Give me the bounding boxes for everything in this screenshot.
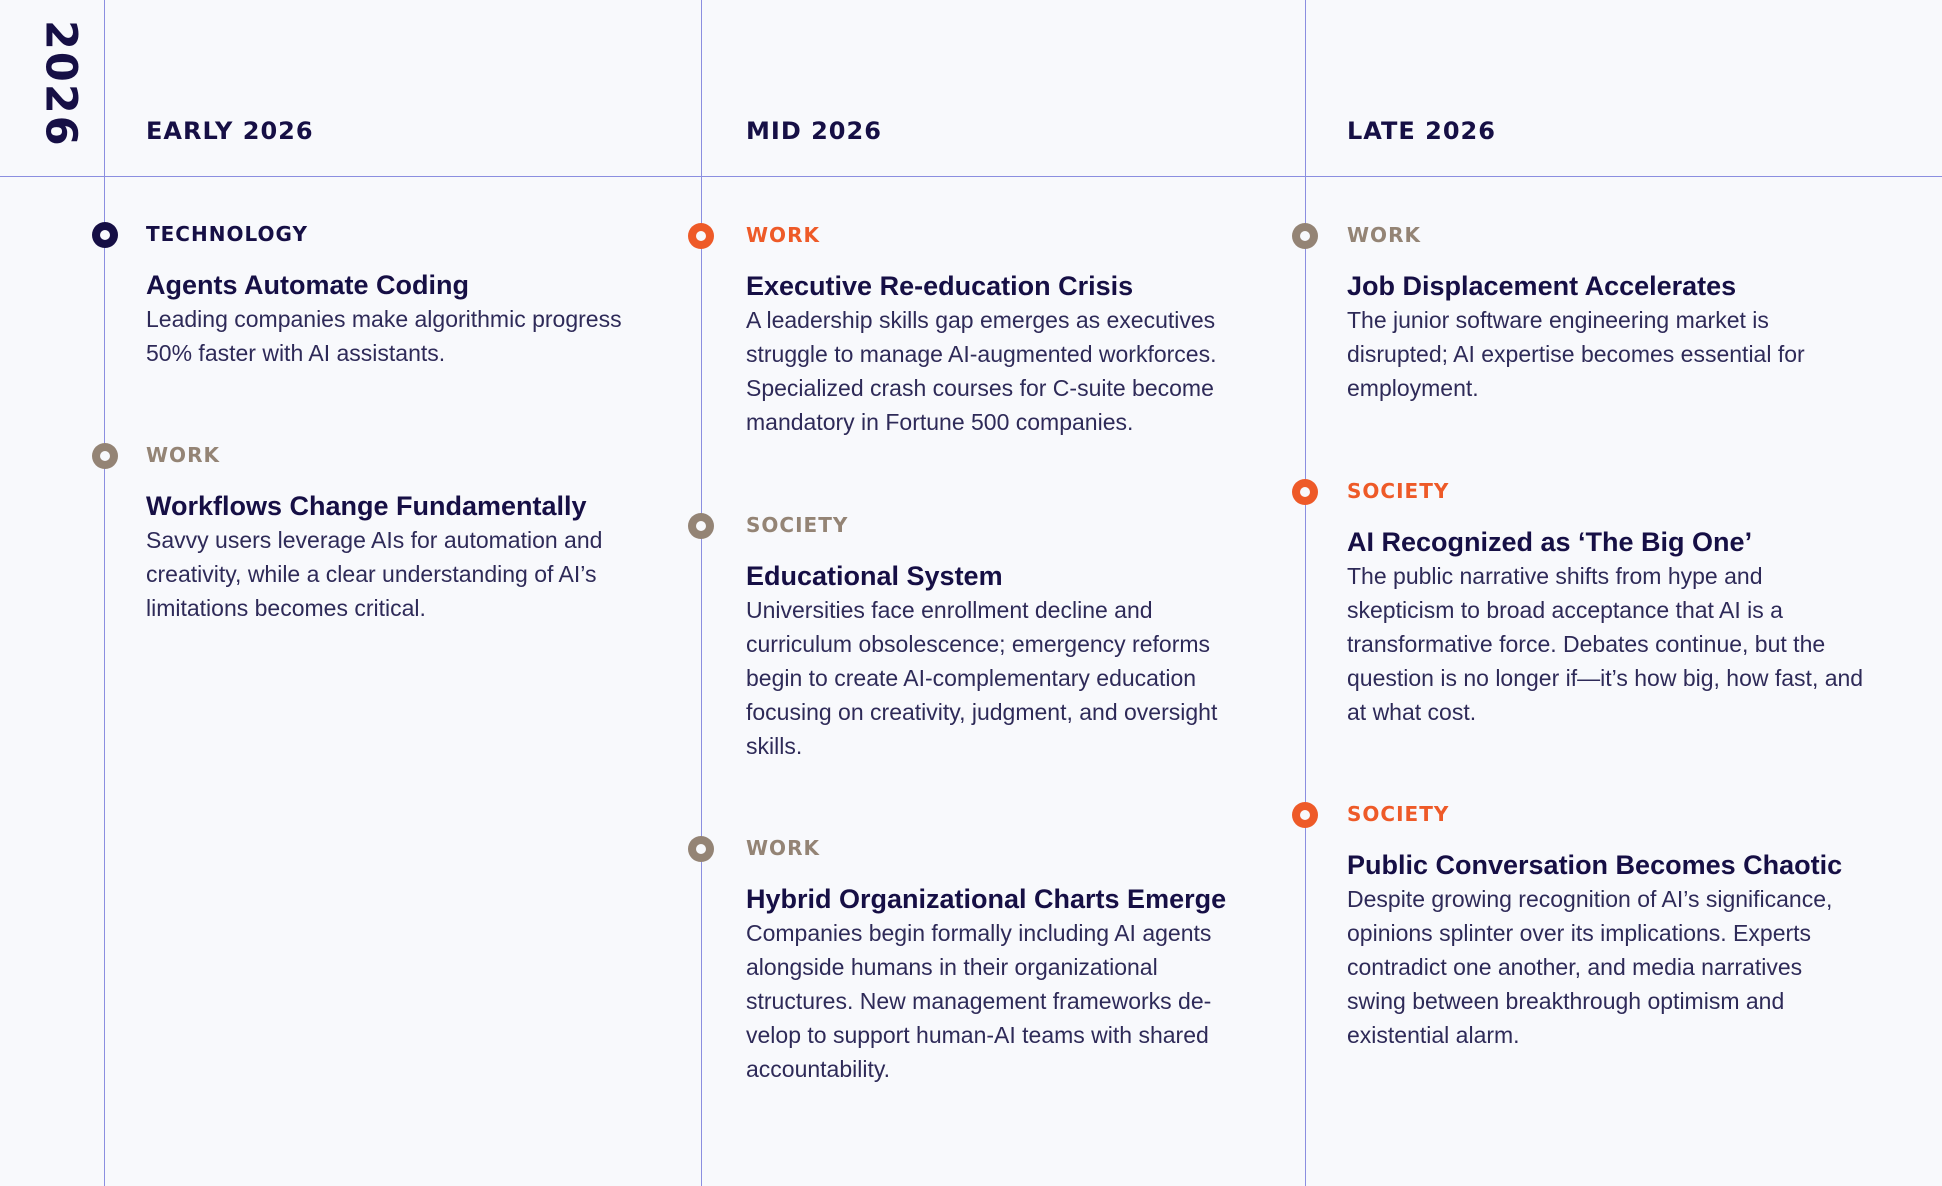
- timeline-marker-icon: [92, 222, 118, 248]
- timeline-marker-icon: [92, 443, 118, 469]
- event-title: Workflows Change Fundamentally: [146, 491, 587, 521]
- event-description: The public narrative shifts from hype and skepticism to broad acceptance that AI is a transformative force. Debates continue, but the question is no longer if—it’s how big, how fast, and at what cost.: [1347, 563, 1864, 725]
- event-title: Hybrid Organizational Charts Emerge: [746, 884, 1227, 914]
- event-category: WORK: [746, 836, 820, 860]
- event-description: Savvy users leverage AIs for automation and creativity, while a clear understanding of AI’s limitations becomes critical.: [146, 527, 603, 621]
- timeline-event: [1347, 479, 1867, 729]
- timeline-marker-icon: [1292, 802, 1318, 828]
- timeline-event: [1347, 223, 1867, 405]
- event-description: The junior software engineering market is disrupted; AI expertise becomes essential for employment.: [1347, 307, 1805, 401]
- timeline-marker-icon: [688, 513, 714, 539]
- timeline-marker-icon: [688, 836, 714, 862]
- year-label: [28, 20, 92, 160]
- event-description: Universities face enrollment decline and curriculum obsolescence; emergency reforms begin to create AI-complementary education focusing on creativity, judgment, and oversight skills.: [746, 597, 1218, 759]
- timeline-event: [1347, 802, 1867, 1052]
- event-title: Agents Automate Coding: [146, 270, 469, 300]
- event-category: SOCIETY: [1347, 802, 1450, 826]
- event-category: SOCIETY: [1347, 479, 1450, 503]
- event-description: A leadership skills gap emerges as executives struggle to manage AI-augmented workforces. Specialized crash courses for C-suite become mandatory in Fortune 500 companies.: [746, 307, 1217, 435]
- timeline-event: [146, 443, 666, 625]
- event-description: Companies begin formally including AI agents alongside humans in their organizational structures. New management frameworks develop to support human-AI teams with shared accountability.: [746, 920, 1212, 1082]
- timeline-line-late: [1305, 0, 1306, 1186]
- timeline-event: [746, 513, 1256, 763]
- event-title: Job Displacement Accelerates: [1347, 271, 1737, 301]
- period-heading-mid: MID 2026: [746, 117, 882, 145]
- event-title: Public Conversation Becomes Chaotic: [1347, 850, 1843, 880]
- event-category: SOCIETY: [746, 513, 849, 537]
- timeline-event: [746, 836, 1256, 1086]
- event-title: Educational System: [746, 561, 1003, 591]
- timeline-line-mid: [701, 0, 702, 1186]
- timeline-marker-icon: [688, 223, 714, 249]
- event-title: AI Recognized as ‘The Big One’: [1347, 527, 1753, 557]
- header-divider: [0, 176, 1942, 177]
- period-heading-early: EARLY 2026: [146, 117, 314, 145]
- year-label-text: 2026: [35, 20, 86, 148]
- timeline-line-early: [104, 0, 105, 1186]
- event-title: Executive Re-education Crisis: [746, 271, 1134, 301]
- period-heading-late: LATE 2026: [1347, 117, 1496, 145]
- timeline-event: [146, 222, 666, 370]
- event-category: WORK: [146, 443, 220, 467]
- event-category: WORK: [1347, 223, 1421, 247]
- timeline-marker-icon: [1292, 479, 1318, 505]
- event-description: Despite growing recognition of AI’s significance, opinions splinter over its implications. Experts contradict one another, and media narratives swing between breakthrough optimism and existential alarm.: [1347, 886, 1833, 1048]
- event-description: Leading companies make algorithmic progress 50% faster with AI assistants.: [146, 306, 622, 366]
- timeline-marker-icon: [1292, 223, 1318, 249]
- timeline-event: [746, 223, 1256, 439]
- event-category: WORK: [746, 223, 820, 247]
- event-category: TECHNOLOGY: [146, 222, 308, 246]
